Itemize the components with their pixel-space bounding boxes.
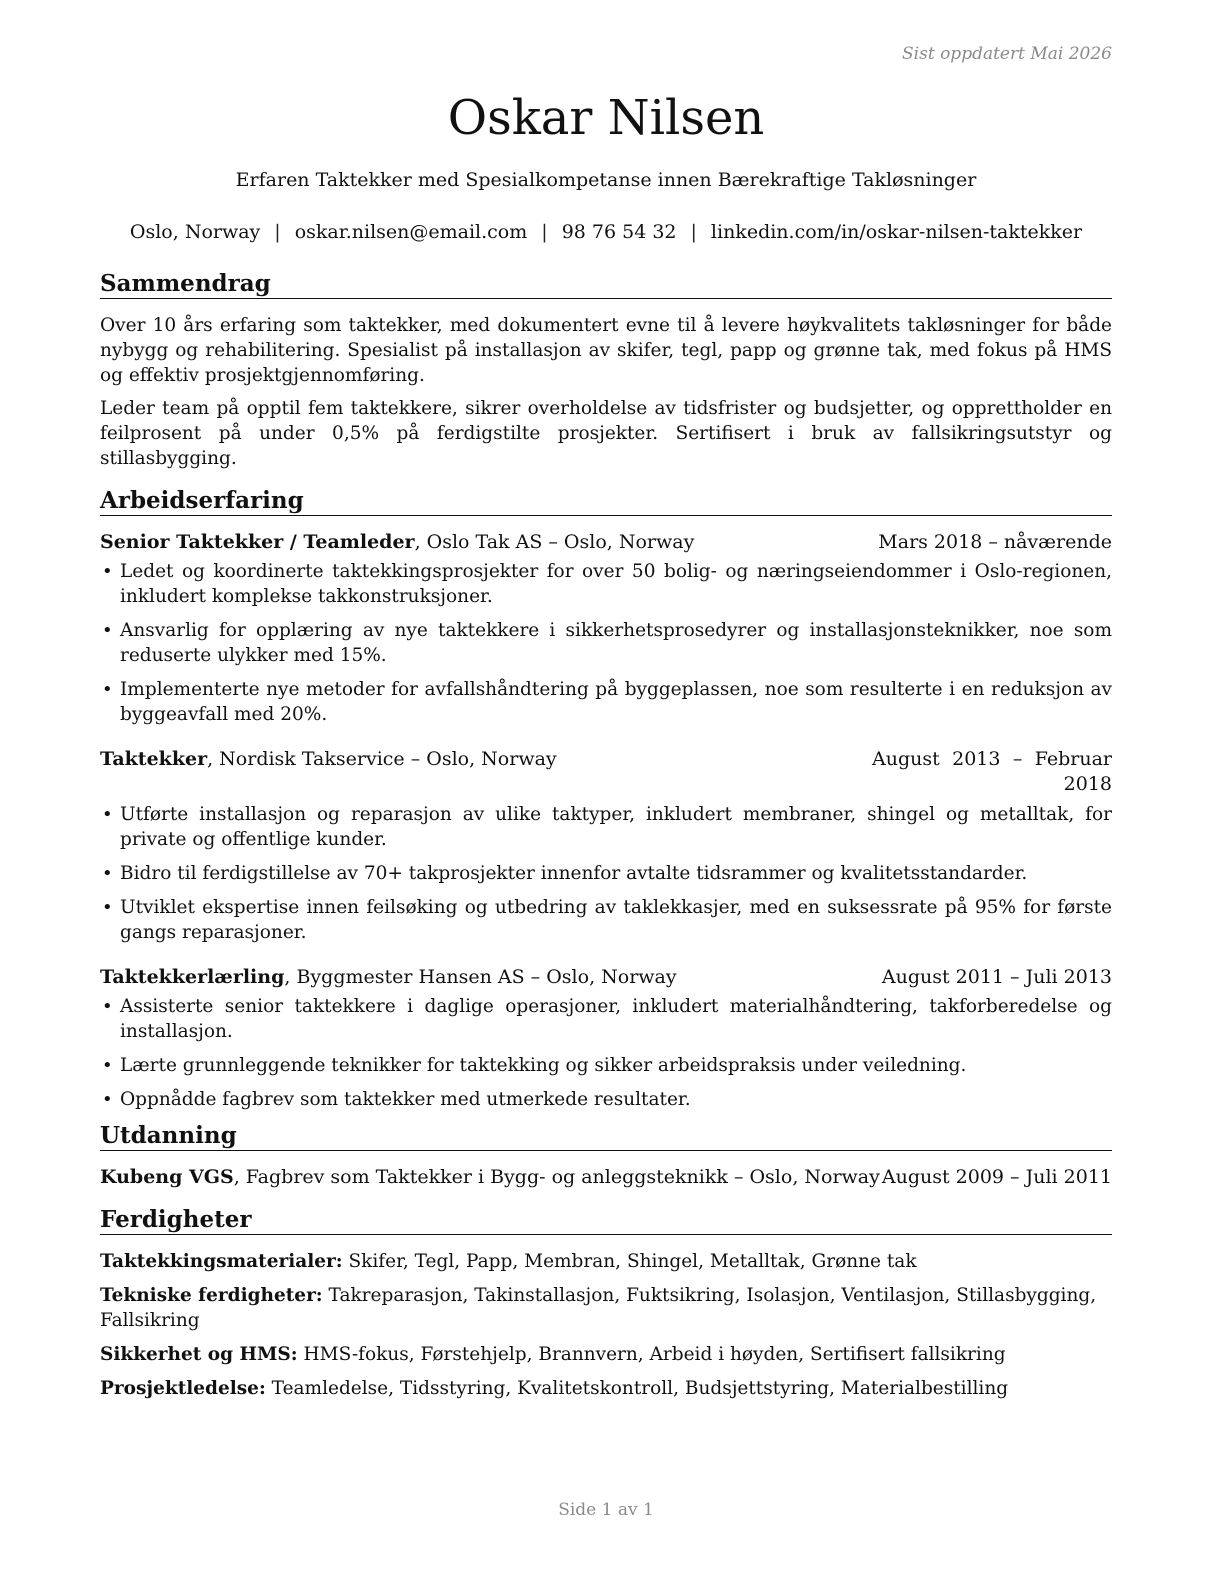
section-title-experience: Arbeidserfaring xyxy=(100,487,1112,516)
job-bullet: • Lærte grunnleggende teknikker for taktekking og sikker arbeidspraksis under veiledning. xyxy=(100,1053,1112,1078)
education-school: Kubeng VGS xyxy=(100,1166,234,1188)
section-title-education: Utdanning xyxy=(100,1122,1112,1151)
skills-section xyxy=(100,1206,1112,1401)
job-header xyxy=(100,747,1112,797)
contact-phone: 98 76 54 32 xyxy=(561,221,677,243)
job-dates: August 2013 – Februar 2018 xyxy=(872,748,1112,795)
skill-value: HMS-fokus, Førstehjelp, Brannvern, Arbeid i høyden, Sertifisert fallsikring xyxy=(297,1344,1006,1365)
skill-value: Takreparasjon, Takinstallasjon, Fuktsikring, Isolasjon, Ventilasjon, Stillasbygging, Fallsikring xyxy=(100,1285,1097,1331)
job-bullet: • Utførte installasjon og reparasjon av ulike taktyper, inkludert membraner, shingel og metalltak, for private og offentlige kunder. xyxy=(100,802,1112,852)
job-header xyxy=(100,965,1112,990)
skill-value: Skifer, Tegl, Papp, Membran, Shingel, Metalltak, Grønne tak xyxy=(342,1251,917,1272)
education-entry xyxy=(100,1165,1112,1190)
job-bullet: • Implementerte nye metoder for avfallshåndtering på byggeplassen, noe som resulterte i en reduksjon av byggeavfall med 20%. xyxy=(100,677,1112,727)
skill-label: Prosjektledelse: xyxy=(100,1378,266,1399)
job-bullets xyxy=(100,559,1112,727)
last-updated: Sist oppdatert Mai 2026 xyxy=(902,44,1112,64)
contact-linkedin[interactable]: linkedin.com/in/oskar-nilsen-taktekker xyxy=(710,221,1083,243)
skill-value: Teamledelse, Tidsstyring, Kvalitetskontroll, Budsjettstyring, Materialbestilling xyxy=(265,1378,1009,1399)
resume-page xyxy=(100,0,1112,1584)
job-role: Senior Taktekker / Teamleder xyxy=(100,531,415,553)
job-role: Taktekkerlærling xyxy=(100,966,285,988)
resume-content xyxy=(100,270,1112,1401)
job-bullet: • Assisterte senior taktekkere i daglige operasjoner, inkludert materialhåndtering, takforberedelse og installasjon. xyxy=(100,994,1112,1044)
summary-paragraph: Over 10 års erfaring som taktekker, med dokumentert evne til å levere høykvalitets takløsninger for både nybygg og rehabilitering. Spesialist på installasjon av skifer, tegl, papp og grønne tak, med fokus på HMS og effektiv prosjektgjennomføring. xyxy=(100,315,1112,386)
education-dates: August 2009 – Juli 2011 xyxy=(881,1166,1112,1188)
skill-row xyxy=(100,1342,1112,1367)
skill-row xyxy=(100,1283,1112,1333)
job-employer: , Byggmester Hansen AS – Oslo, Norway xyxy=(284,966,677,988)
education-detail: , Fagbrev som Taktekker i Bygg- og anleggsteknikk – Oslo, Norway xyxy=(233,1166,880,1188)
job-bullet: • Ansvarlig for opplæring av nye taktekkere i sikkerhetsprosedyrer og installasjonsteknikker, noe som reduserte ulykker med 15%. xyxy=(100,618,1112,668)
skill-label: Taktekkingsmaterialer: xyxy=(100,1251,343,1272)
skill-row xyxy=(100,1376,1112,1401)
summary-paragraph: Leder team på opptil fem taktekkere, sikrer overholdelse av tidsfrister og budsjetter, og opprettholder en feilprosent på under 0,5% på ferdigstilte prosjekter. Sertifisert i bruk av fallsikringsutstyr og stillasbygging. xyxy=(100,398,1112,469)
section-title-summary: Sammendrag xyxy=(100,270,1112,299)
job-bullet: • Oppnådde fagbrev som taktekker med utmerkede resultater. xyxy=(100,1087,1112,1112)
job-bullets xyxy=(100,802,1112,945)
separator: | xyxy=(541,221,548,243)
job-entry xyxy=(100,530,1112,727)
job-bullet: • Ledet og koordinerte taktekkingsprosjekter for over 50 bolig- og næringseiendommer i Oslo-regionen, inkludert komplekse takkonstruksjoner. xyxy=(100,559,1112,609)
contact-email[interactable]: oskar.nilsen@email.com xyxy=(294,221,528,243)
contact-location: Oslo, Norway xyxy=(129,221,261,243)
job-bullet: • Utviklet ekspertise innen feilsøking og utbedring av taklekkasjer, med en suksessrate på 95% for første gangs reparasjoner. xyxy=(100,895,1112,945)
job-dates: August 2011 – Juli 2013 xyxy=(881,966,1112,988)
job-employer: , Nordisk Takservice – Oslo, Norway xyxy=(207,748,557,770)
page-number: Side 1 av 1 xyxy=(558,1500,654,1520)
skill-label: Sikkerhet og HMS: xyxy=(100,1344,298,1365)
education-section xyxy=(100,1122,1112,1190)
separator: | xyxy=(690,221,697,243)
job-dates: Mars 2018 – nåværende xyxy=(878,531,1112,553)
tagline: Erfaren Taktekker med Spesialkompetanse innen Bærekraftige Takløsninger xyxy=(235,169,977,191)
job-bullets xyxy=(100,994,1112,1112)
section-title-skills: Ferdigheter xyxy=(100,1206,1112,1235)
job-employer: , Oslo Tak AS – Oslo, Norway xyxy=(414,531,695,553)
skill-label: Tekniske ferdigheter: xyxy=(100,1285,323,1306)
job-entry xyxy=(100,965,1112,1112)
job-header xyxy=(100,530,1112,555)
summary-section xyxy=(100,270,1112,471)
candidate-name: Oskar Nilsen xyxy=(447,90,765,146)
job-role: Taktekker xyxy=(100,748,208,770)
separator: | xyxy=(274,221,281,243)
job-bullet: • Bidro til ferdigstillelse av 70+ takprosjekter innenfor avtalte tidsrammer og kvalitetsstandarder. xyxy=(100,861,1112,886)
contact-line xyxy=(100,220,1112,244)
skill-row xyxy=(100,1249,1112,1274)
job-entry xyxy=(100,747,1112,945)
experience-section xyxy=(100,487,1112,1112)
